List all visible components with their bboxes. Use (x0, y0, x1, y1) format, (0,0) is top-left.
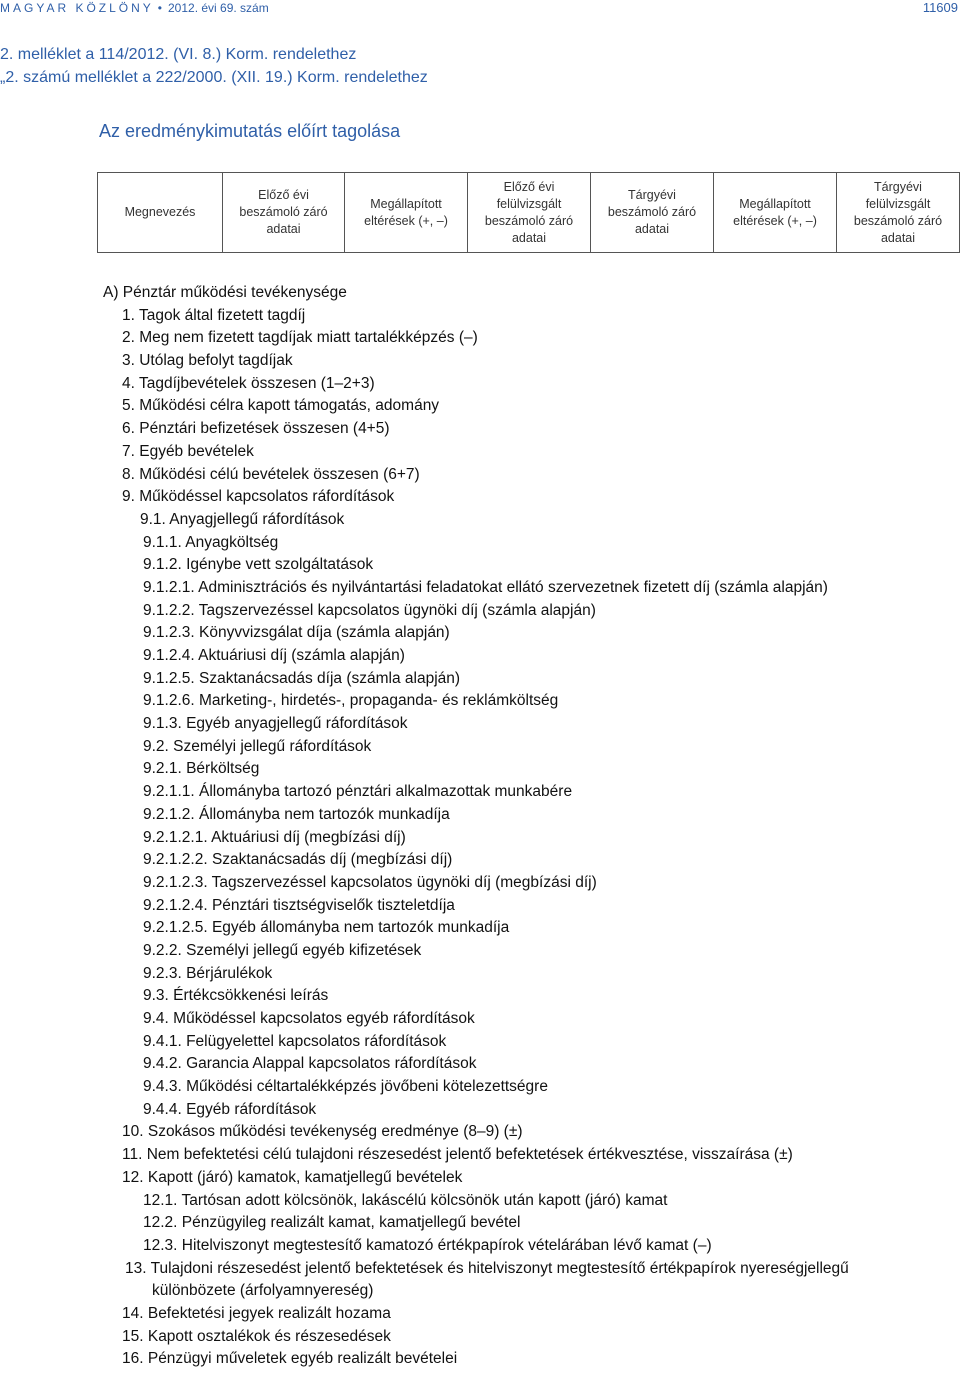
section-heading: A) Pénztár működési tevékenysége (103, 284, 347, 301)
document-title: Az eredménykimutatás előírt tagolása (99, 121, 401, 141)
list-item: 9.1.2.5. Szaktanácsadás díja (számla alapján) (143, 669, 461, 687)
column-header-current-differences: Megállapított eltérések (+, –) (714, 173, 837, 253)
list-item: 9.1.2.6. Marketing-, hirdetés-, propaganda- és reklámköltség (143, 692, 559, 710)
list-item: 12. Kapott (járó) kamatok, kamatjellegű bevételek (122, 1168, 463, 1186)
column-header-megnevezes: Megnevezés (98, 173, 223, 253)
list-item: 9.4.3. Működési céltartalékképzés jövőbeni kötelezettségre (143, 1078, 548, 1096)
list-item: 9.1. Anyagjellegű ráfordítások (140, 510, 345, 528)
list-item: 9.1.2.1. Adminisztrációs és nyilvántartási feladatokat ellátó szervezetnek fizetett díj (számla alapján) (143, 578, 828, 596)
list-item: 9.2.1.2.1. Aktuáriusi díj (megbízási díj) (143, 828, 406, 846)
gazette-name: MAGYAR KÖZLÖNY (0, 1, 154, 15)
list-item: 12.3. Hitelviszonyt megtestesítő kamatozó értékpapírok vételárában lévő kamat (–) (143, 1236, 712, 1254)
page-number: 11609 (922, 0, 958, 15)
list-item: 13. Tulajdoni részesedést jelentő befektetések és hitelviszonyt megtestesítő értékpapírok nyereségjellegű (125, 1259, 849, 1277)
list-item: 9.3. Értékcsökkenési leírás (143, 987, 329, 1005)
list-item: 9.2.1.2. Állományba nem tartozók munkadíja (143, 805, 450, 823)
list-item: 3. Utólag befolyt tagdíjak (122, 352, 293, 370)
column-header-current-year: Tárgyévi beszámoló záró adatai (591, 173, 714, 253)
list-item: 9.1.1. Anyagköltség (143, 533, 279, 551)
column-header-current-audited: Tárgyévi felülvizsgált beszámoló záró adatai (837, 173, 960, 253)
list-item: 9.2.1. Bérköltség (143, 760, 260, 778)
list-item: 9.1.2.2. Tagszervezéssel kapcsolatos ügynöki díj (számla alapján) (143, 601, 596, 619)
list-item: 6. Pénztári befizetések összesen (4+5) (122, 420, 390, 438)
list-item: 9.4.2. Garancia Alappal kapcsolatos ráfordítások (143, 1055, 477, 1073)
annex-heading-2: „2. számú melléklet a 222/2000. (XII. 19.) Korm. rendelethez (0, 69, 428, 86)
list-item: 5. Működési célra kapott támogatás, adomány (122, 397, 440, 415)
income-statement-items (0, 282, 960, 1371)
list-item: 4. Tagdíjbevételek összesen (1–2+3) (122, 374, 375, 392)
list-item: 8. Működési célú bevételek összesen (6+7) (122, 465, 420, 483)
column-header-prev-audited: Előző évi felülvizsgált beszámoló záró adatai (468, 173, 591, 253)
list-item: 9.1.3. Egyéb anyagjellegű ráfordítások (143, 715, 408, 733)
list-item: 9.2.1.2.2. Szaktanácsadás díj (megbízási díj) (143, 851, 453, 869)
list-item: 11. Nem befektetési célú tulajdoni részesedést jelentő befektetések értékvesztése, visszaírása (±) (122, 1146, 793, 1164)
column-header-table (97, 172, 960, 253)
list-item: 2. Meg nem fizetett tagdíjak miatt tartalékképzés (–) (122, 329, 478, 347)
list-item: 9.2.2. Személyi jellegű egyéb kifizetések (143, 941, 422, 959)
list-item: 9.2.3. Bérjárulékok (143, 964, 273, 982)
list-item: 1. Tagok által fizetett tagdíj (122, 306, 306, 324)
list-item: 15. Kapott osztalékok és részesedések (122, 1327, 391, 1345)
list-item: 14. Befektetési jegyek realizált hozama (122, 1304, 391, 1322)
list-item: 9.2.1.2.5. Egyéb állományba nem tartozók munkadíja (143, 919, 510, 937)
list-item-continuation: különbözete (árfolyamnyereség) (152, 1282, 374, 1300)
list-item: 9.2.1.2.4. Pénztári tisztségviselők tiszteletdíja (143, 896, 455, 914)
list-item: 9.1.2. Igénybe vett szolgáltatások (143, 556, 374, 574)
list-item: 9.2. Személyi jellegű ráfordítások (143, 737, 372, 755)
masthead (0, 0, 269, 16)
list-item: 7. Egyéb bevételek (122, 442, 254, 460)
list-item: 12.1. Tartósan adott kölcsönök, lakáscélú kölcsönök után kapott (járó) kamat (143, 1191, 668, 1209)
list-item: 9.1.2.3. Könyvvizsgálat díja (számla alapján) (143, 624, 450, 642)
column-header-prev-year: Előző évi beszámoló záró adatai (223, 173, 345, 253)
annex-heading-1: 2. melléklet a 114/2012. (VI. 8.) Korm. rendelethez (0, 46, 357, 63)
list-item: 16. Pénzügyi műveletek egyéb realizált bevételei (122, 1350, 458, 1368)
list-item: 9.1.2.4. Aktuáriusi díj (számla alapján) (143, 647, 405, 664)
table-header-row (98, 173, 960, 253)
list-item: 9.2.1.2.3. Tagszervezéssel kapcsolatos ügynöki díj (megbízási díj) (143, 873, 597, 891)
list-item: 9. Működéssel kapcsolatos ráfordítások (122, 488, 395, 506)
list-item: 9.4.1. Felügyelettel kapcsolatos ráfordítások (143, 1032, 447, 1050)
list-item: 10. Szokásos működési tevékenység eredménye (8–9) (±) (122, 1123, 523, 1141)
list-item: 12.2. Pénzügyileg realizált kamat, kamatjellegű bevétel (143, 1214, 521, 1232)
column-header-prev-differences: Megállapított eltérések (+, –) (345, 173, 468, 253)
list-item: 9.4. Működéssel kapcsolatos egyéb ráfordítások (143, 1010, 475, 1027)
list-item: 9.4.4. Egyéb ráfordítások (143, 1100, 317, 1118)
masthead-bullet: • (157, 1, 162, 15)
issue-label: 2012. évi 69. szám (168, 1, 269, 15)
list-item: 9.2.1.1. Állományba tartozó pénztári alkalmazottak munkabére (143, 783, 573, 801)
